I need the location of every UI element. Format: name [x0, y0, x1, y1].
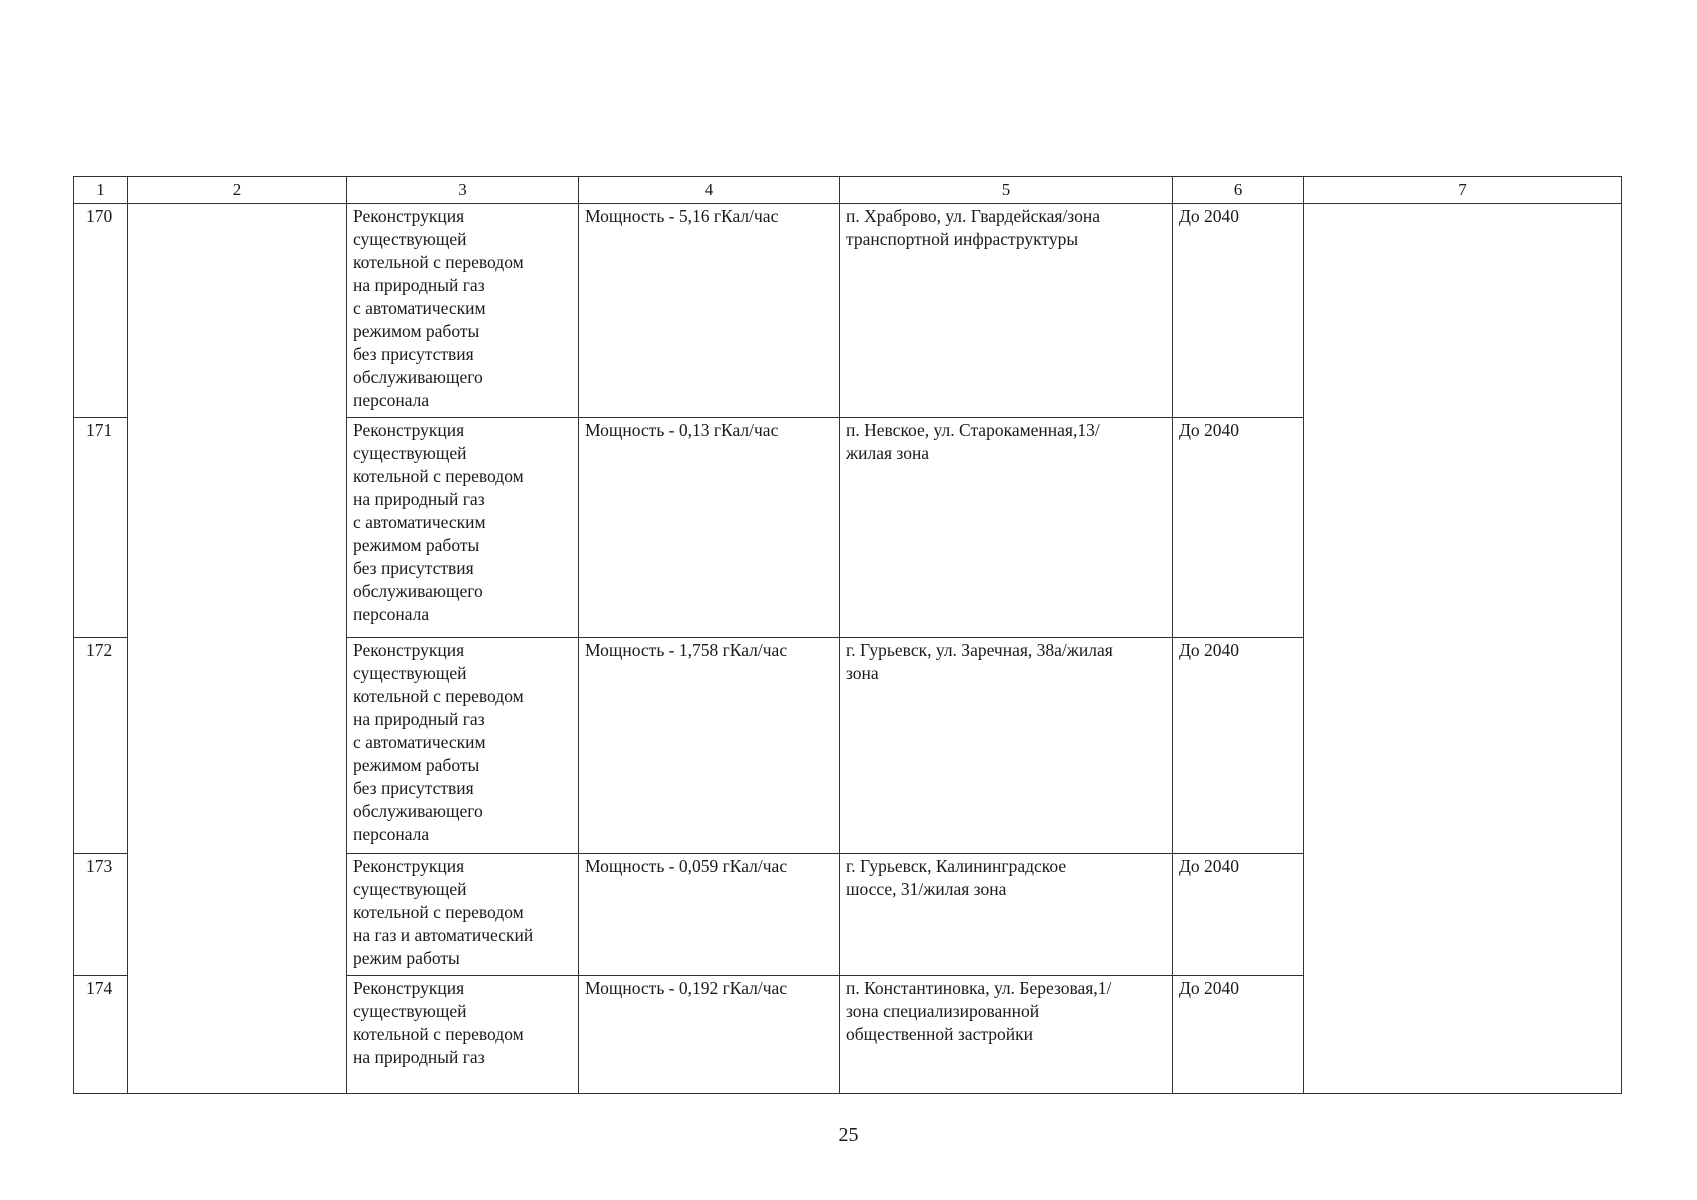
header-col-2: 2 [128, 177, 347, 204]
row-number: 173 [74, 854, 128, 976]
work-description: Реконструкция существующей котельной с переводом на природный газ с автоматическим режимом работы без присутствия обслуживающего персонала [347, 204, 579, 418]
capacity-cell: Мощность - 5,16 гКал/час [579, 204, 840, 418]
work-description: Реконструкция существующей котельной с переводом на природный газ [347, 976, 579, 1094]
header-col-4: 4 [579, 177, 840, 204]
header-col-6: 6 [1173, 177, 1304, 204]
header-col-7: 7 [1304, 177, 1622, 204]
location-cell: п. Храброво, ул. Гвардейская/зона транспортной инфраструктуры [840, 204, 1173, 418]
work-description: Реконструкция существующей котельной с переводом на природный газ с автоматическим режимом работы без присутствия обслуживающего персонала [347, 418, 579, 638]
location-cell: п. Константиновка, ул. Березовая,1/ зона специализированной общественной застройки [840, 976, 1173, 1094]
page-number: 25 [838, 1124, 859, 1146]
location-cell: г. Гурьевск, ул. Заречная, 38а/жилая зона [840, 638, 1173, 854]
location-cell: г. Гурьевск, Калининградское шоссе, 31/жилая зона [840, 854, 1173, 976]
header-col-3: 3 [347, 177, 579, 204]
location-cell: п. Невское, ул. Старокаменная,13/ жилая зона [840, 418, 1173, 638]
table-row [74, 204, 1622, 418]
deadline-cell: До 2040 [1173, 418, 1304, 638]
deadline-cell: До 2040 [1173, 976, 1304, 1094]
column-7-cell [1304, 204, 1622, 1094]
column-2-cell [128, 204, 347, 1094]
row-number: 170 [74, 204, 128, 418]
header-row [74, 177, 1622, 204]
deadline-cell: До 2040 [1173, 204, 1304, 418]
capacity-cell: Мощность - 0,059 гКал/час [579, 854, 840, 976]
deadline-cell: До 2040 [1173, 854, 1304, 976]
capacity-cell: Мощность - 0,13 гКал/час [579, 418, 840, 638]
work-description: Реконструкция существующей котельной с переводом на газ и автоматический режим работы [347, 854, 579, 976]
data-table [73, 176, 1622, 1094]
row-number: 171 [74, 418, 128, 638]
row-number: 174 [74, 976, 128, 1094]
capacity-cell: Мощность - 1,758 гКал/час [579, 638, 840, 854]
capacity-cell: Мощность - 0,192 гКал/час [579, 976, 840, 1094]
deadline-cell: До 2040 [1173, 638, 1304, 854]
work-description: Реконструкция существующей котельной с переводом на природный газ с автоматическим режимом работы без присутствия обслуживающего персонала [347, 638, 579, 854]
header-col-5: 5 [840, 177, 1173, 204]
header-col-1: 1 [74, 177, 128, 204]
row-number: 172 [74, 638, 128, 854]
